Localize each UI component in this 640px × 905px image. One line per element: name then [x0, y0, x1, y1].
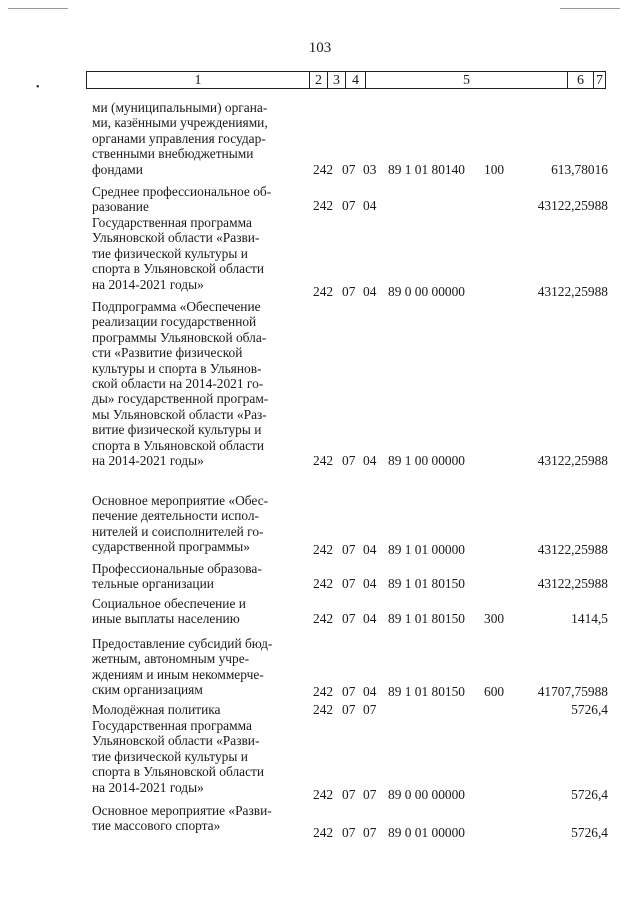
- description-line: Государственная программа: [92, 215, 252, 230]
- row-description: [92, 184, 302, 215]
- cell-c7: 5726,4: [571, 787, 608, 802]
- description-line: Предоставление субсидий бюд-: [92, 636, 273, 651]
- description-line: витие физической культуры и: [92, 422, 262, 438]
- cell-c2: 242: [313, 787, 334, 802]
- cell-c2: 242: [313, 576, 334, 591]
- description-line: спорта в Ульяновской области: [92, 437, 265, 453]
- cell-c4: 04: [363, 684, 377, 699]
- row-description: [92, 702, 302, 717]
- cell-c3: 07: [342, 542, 356, 557]
- description-line: органами управления государ-: [92, 130, 266, 146]
- page-number: 103: [308, 40, 332, 56]
- description-line: ми, казёнными учреждениями,: [92, 115, 268, 131]
- description-line: ским организациям: [92, 682, 203, 698]
- cell-c3: 07: [342, 576, 356, 591]
- row-description: [92, 493, 302, 555]
- row-description: [92, 718, 302, 795]
- header-col-6: 6: [567, 72, 593, 88]
- row-description: [92, 596, 302, 627]
- cell-c5: 89 1 00 00000: [388, 453, 465, 468]
- description-line: спорта в Ульяновской области: [92, 764, 265, 780]
- cell-c4: 04: [363, 198, 377, 213]
- row-description: [92, 215, 302, 292]
- cell-c2: 242: [313, 684, 334, 699]
- cell-c5: 89 1 01 80150: [388, 576, 465, 591]
- cell-c3: 07: [342, 453, 356, 468]
- cell-c2: 242: [313, 162, 334, 177]
- cell-c7: 43122,25988: [537, 284, 608, 299]
- cell-c2: 242: [313, 453, 334, 468]
- cell-c2: 242: [313, 825, 334, 840]
- cell-c7: 41707,75988: [537, 684, 608, 699]
- row-description: [92, 100, 302, 177]
- description-line: Ульяновской области «Разви-: [92, 230, 260, 246]
- cell-c3: 07: [342, 611, 356, 626]
- description-line: ждениям и иным некоммерче-: [92, 666, 264, 682]
- cell-c2: 242: [313, 542, 334, 557]
- cell-c3: 07: [342, 162, 356, 177]
- cell-c3: 07: [342, 702, 356, 717]
- header-col-2: 2: [309, 72, 327, 88]
- bullet-mark: •: [36, 82, 40, 93]
- description-line: мы Ульяновской области «Раз-: [92, 406, 267, 422]
- cell-c3: 07: [342, 198, 356, 213]
- cell-c7: 43122,25988: [537, 453, 608, 468]
- cell-c4: 07: [363, 702, 377, 717]
- cell-c2: 242: [313, 611, 334, 626]
- row-description: [92, 561, 302, 592]
- description-line: программы Ульяновской обла-: [92, 329, 267, 345]
- description-line: Профессиональные образова-: [92, 561, 262, 576]
- description-line: тие физической культуры и: [92, 748, 248, 764]
- header-col-5: 5: [365, 72, 567, 88]
- description-line: Основное мероприятие «Обес-: [92, 493, 269, 508]
- cell-c6: 600: [484, 684, 505, 699]
- cell-c5: 89 1 01 80150: [388, 684, 465, 699]
- cell-c6: 100: [484, 162, 505, 177]
- cell-c7: 43122,25988: [537, 576, 608, 591]
- description-line: спорта в Ульяновской области: [92, 261, 265, 277]
- header-col-3: 3: [327, 72, 345, 88]
- description-line: Социальное обеспечение и: [92, 596, 246, 611]
- cell-c7: 5726,4: [571, 702, 608, 717]
- cell-c4: 04: [363, 611, 377, 626]
- cell-c5: 89 0 00 00000: [388, 284, 465, 299]
- description-line: Молодёжная политика: [92, 702, 221, 717]
- cell-c6: 300: [484, 611, 505, 626]
- description-line: Ульяновской области «Разви-: [92, 733, 260, 749]
- description-line: тие физической культуры и: [92, 245, 248, 261]
- row-description: [92, 299, 302, 468]
- cell-c4: 03: [363, 162, 377, 177]
- cell-c7: 43122,25988: [537, 542, 608, 557]
- description-line: фондами: [92, 161, 143, 177]
- header-col-7: 7: [593, 72, 605, 88]
- description-line: реализации государственной: [92, 314, 257, 330]
- cell-c2: 242: [313, 702, 334, 717]
- description-line: тельные организации: [92, 576, 214, 592]
- description-line: сударственной программы»: [92, 539, 250, 555]
- description-line: ственными внебюджетными: [92, 146, 254, 162]
- cell-c4: 04: [363, 576, 377, 591]
- scan-mark-top-left: [8, 8, 68, 9]
- cell-c2: 242: [313, 284, 334, 299]
- description-line: печение деятельности испол-: [92, 508, 260, 524]
- cell-c7: 1414,5: [571, 611, 608, 626]
- cell-c3: 07: [342, 284, 356, 299]
- description-line: Подпрограмма «Обеспечение: [92, 299, 261, 314]
- description-line: на 2014-2021 годы»: [92, 453, 204, 469]
- cell-c4: 07: [363, 825, 377, 840]
- scan-mark-top-right: [560, 8, 620, 9]
- cell-c5: 89 0 00 00000: [388, 787, 465, 802]
- description-line: ды» государственной програм-: [92, 391, 269, 407]
- cell-c2: 242: [313, 198, 334, 213]
- cell-c3: 07: [342, 825, 356, 840]
- cell-c5: 89 0 01 00000: [388, 825, 465, 840]
- description-line: Основное мероприятие «Разви-: [92, 803, 272, 818]
- cell-c4: 04: [363, 453, 377, 468]
- description-line: ской области на 2014-2021 го-: [92, 376, 264, 392]
- description-line: сти «Развитие физической: [92, 345, 243, 361]
- table-header-row: [86, 71, 606, 89]
- cell-c7: 43122,25988: [537, 198, 608, 213]
- header-col-4: 4: [345, 72, 365, 88]
- description-line: Среднее профессиональное об-: [92, 184, 272, 199]
- cell-c7: 613,78016: [551, 162, 608, 177]
- row-description: [92, 636, 302, 698]
- description-line: тие массового спорта»: [92, 818, 221, 834]
- cell-c5: 89 1 01 80150: [388, 611, 465, 626]
- cell-c4: 04: [363, 542, 377, 557]
- description-line: иные выплаты населению: [92, 611, 240, 627]
- description-line: нителей и соисполнителей го-: [92, 523, 264, 539]
- description-line: разование: [92, 199, 149, 215]
- cell-c5: 89 1 01 00000: [388, 542, 465, 557]
- description-line: культуры и спорта в Ульянов-: [92, 360, 262, 376]
- description-line: ми (муниципальными) органа-: [92, 100, 268, 115]
- description-line: на 2014-2021 годы»: [92, 276, 204, 292]
- cell-c3: 07: [342, 787, 356, 802]
- description-line: Государственная программа: [92, 718, 252, 733]
- description-line: на 2014-2021 годы»: [92, 779, 204, 795]
- cell-c5: 89 1 01 80140: [388, 162, 465, 177]
- cell-c7: 5726,4: [571, 825, 608, 840]
- cell-c4: 04: [363, 284, 377, 299]
- row-description: [92, 803, 302, 834]
- header-col-1: 1: [194, 73, 202, 88]
- cell-c4: 07: [363, 787, 377, 802]
- description-line: жетным, автономным учре-: [92, 651, 250, 667]
- cell-c3: 07: [342, 684, 356, 699]
